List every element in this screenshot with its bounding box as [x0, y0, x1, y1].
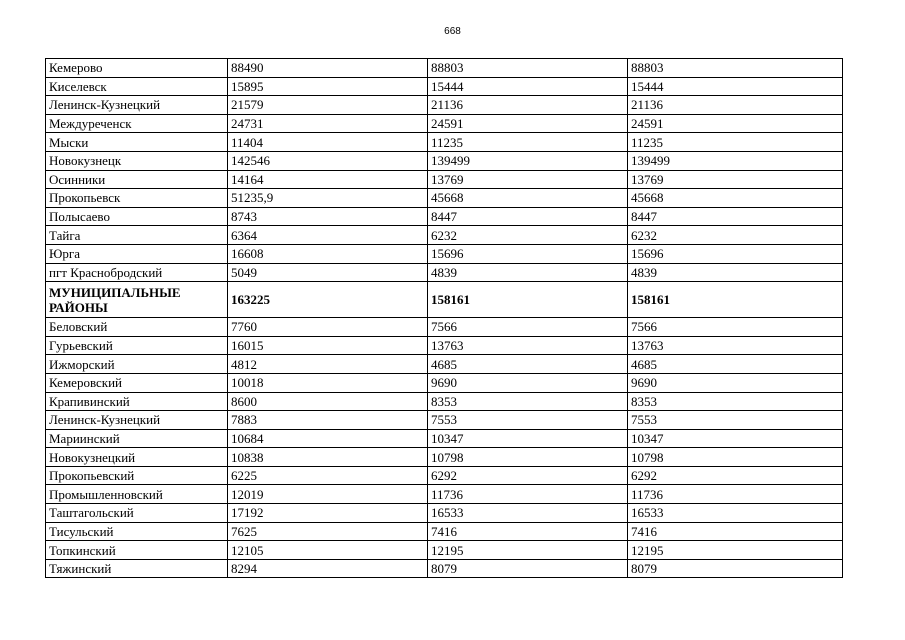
- value-cell-3: 8079: [628, 559, 843, 578]
- value-cell-3: 88803: [628, 59, 843, 78]
- row-name-cell: Ижморский: [46, 355, 228, 374]
- row-name-cell: Прокопьевский: [46, 466, 228, 485]
- value-cell-2: 9690: [428, 373, 628, 392]
- table-row: [46, 522, 843, 541]
- table-row: [46, 559, 843, 578]
- value-cell-2: 8079: [428, 559, 628, 578]
- table-row: [46, 133, 843, 152]
- value-cell-3: 45668: [628, 189, 843, 208]
- row-name-cell: Гурьевский: [46, 336, 228, 355]
- row-name-cell: МУНИЦИПАЛЬНЫЕ РАЙОНЫ: [46, 282, 228, 318]
- value-cell-3: 7416: [628, 522, 843, 541]
- row-name-cell: Междуреченск: [46, 114, 228, 133]
- value-cell-2: 13769: [428, 170, 628, 189]
- table-row: [46, 373, 843, 392]
- table-row: [46, 282, 843, 318]
- value-cell-1: 10838: [228, 448, 428, 467]
- row-name-cell: пгт Краснобродский: [46, 263, 228, 282]
- value-cell-1: 5049: [228, 263, 428, 282]
- value-cell-1: 10684: [228, 429, 428, 448]
- page-number: 668: [444, 26, 461, 37]
- table-row: [46, 504, 843, 523]
- row-name-cell: Новокузнецкий: [46, 448, 228, 467]
- row-name-cell: Мыски: [46, 133, 228, 152]
- value-cell-2: 15696: [428, 244, 628, 263]
- row-name-cell: Крапивинский: [46, 392, 228, 411]
- table-row: [46, 263, 843, 282]
- value-cell-2: 8447: [428, 207, 628, 226]
- value-cell-3: 139499: [628, 151, 843, 170]
- value-cell-1: 24731: [228, 114, 428, 133]
- table-row: [46, 429, 843, 448]
- value-cell-2: 10798: [428, 448, 628, 467]
- row-name-cell: Кемеровский: [46, 373, 228, 392]
- value-cell-1: 142546: [228, 151, 428, 170]
- row-name-cell: Кемерово: [46, 59, 228, 78]
- value-cell-3: 9690: [628, 373, 843, 392]
- value-cell-2: 139499: [428, 151, 628, 170]
- value-cell-2: 6292: [428, 466, 628, 485]
- row-name-cell: Тяжинский: [46, 559, 228, 578]
- value-cell-3: 21136: [628, 96, 843, 115]
- value-cell-1: 11404: [228, 133, 428, 152]
- value-cell-1: 7883: [228, 411, 428, 430]
- row-name-cell: Топкинский: [46, 541, 228, 560]
- value-cell-1: 12105: [228, 541, 428, 560]
- row-name-cell: Беловский: [46, 318, 228, 337]
- row-name-cell: Юрга: [46, 244, 228, 263]
- value-cell-1: 7625: [228, 522, 428, 541]
- value-cell-3: 158161: [628, 282, 843, 318]
- value-cell-2: 12195: [428, 541, 628, 560]
- value-cell-2: 88803: [428, 59, 628, 78]
- table-row: [46, 59, 843, 78]
- table-row: [46, 466, 843, 485]
- value-cell-2: 7416: [428, 522, 628, 541]
- value-cell-3: 12195: [628, 541, 843, 560]
- value-cell-1: 6225: [228, 466, 428, 485]
- table-body: [46, 59, 843, 578]
- table-row: [46, 207, 843, 226]
- value-cell-1: 8600: [228, 392, 428, 411]
- value-cell-1: 14164: [228, 170, 428, 189]
- value-cell-3: 11235: [628, 133, 843, 152]
- value-cell-1: 12019: [228, 485, 428, 504]
- table-row: [46, 318, 843, 337]
- value-cell-2: 10347: [428, 429, 628, 448]
- value-cell-1: 6364: [228, 226, 428, 245]
- row-name-cell: Тисульский: [46, 522, 228, 541]
- value-cell-1: 16015: [228, 336, 428, 355]
- value-cell-1: 17192: [228, 504, 428, 523]
- value-cell-3: 8447: [628, 207, 843, 226]
- value-cell-1: 16608: [228, 244, 428, 263]
- table-row: [46, 151, 843, 170]
- value-cell-2: 7566: [428, 318, 628, 337]
- table-row: [46, 448, 843, 467]
- table-row: [46, 541, 843, 560]
- table-row: [46, 411, 843, 430]
- value-cell-2: 6232: [428, 226, 628, 245]
- table-row: [46, 355, 843, 374]
- value-cell-2: 4839: [428, 263, 628, 282]
- value-cell-3: 7566: [628, 318, 843, 337]
- value-cell-3: 4685: [628, 355, 843, 374]
- table-row: [46, 96, 843, 115]
- value-cell-1: 21579: [228, 96, 428, 115]
- value-cell-2: 15444: [428, 77, 628, 96]
- row-name-cell: Киселевск: [46, 77, 228, 96]
- value-cell-3: 16533: [628, 504, 843, 523]
- value-cell-2: 11736: [428, 485, 628, 504]
- value-cell-2: 4685: [428, 355, 628, 374]
- value-cell-3: 15696: [628, 244, 843, 263]
- value-cell-1: 10018: [228, 373, 428, 392]
- table-row: [46, 189, 843, 208]
- table-row: [46, 170, 843, 189]
- table-row: [46, 392, 843, 411]
- row-name-cell: Ленинск-Кузнецкий: [46, 411, 228, 430]
- value-cell-3: 4839: [628, 263, 843, 282]
- value-cell-3: 15444: [628, 77, 843, 96]
- value-cell-3: 24591: [628, 114, 843, 133]
- value-cell-2: 13763: [428, 336, 628, 355]
- table-row: [46, 336, 843, 355]
- row-name-cell: Полысаево: [46, 207, 228, 226]
- value-cell-2: 158161: [428, 282, 628, 318]
- value-cell-2: 45668: [428, 189, 628, 208]
- value-cell-2: 16533: [428, 504, 628, 523]
- value-cell-2: 24591: [428, 114, 628, 133]
- table-row: [46, 114, 843, 133]
- value-cell-3: 7553: [628, 411, 843, 430]
- value-cell-1: 4812: [228, 355, 428, 374]
- value-cell-1: 7760: [228, 318, 428, 337]
- row-name-cell: Тайга: [46, 226, 228, 245]
- value-cell-3: 6232: [628, 226, 843, 245]
- value-cell-3: 6292: [628, 466, 843, 485]
- row-name-cell: Новокузнецк: [46, 151, 228, 170]
- value-cell-1: 51235,9: [228, 189, 428, 208]
- value-cell-1: 8743: [228, 207, 428, 226]
- table-row: [46, 226, 843, 245]
- value-cell-1: 15895: [228, 77, 428, 96]
- row-name-cell: Промышленновский: [46, 485, 228, 504]
- value-cell-2: 8353: [428, 392, 628, 411]
- value-cell-1: 88490: [228, 59, 428, 78]
- value-cell-1: 8294: [228, 559, 428, 578]
- row-name-cell: Мариинский: [46, 429, 228, 448]
- row-name-cell: Осинники: [46, 170, 228, 189]
- table-row: [46, 77, 843, 96]
- row-name-cell: Таштагольский: [46, 504, 228, 523]
- value-cell-3: 11736: [628, 485, 843, 504]
- value-cell-1: 163225: [228, 282, 428, 318]
- value-cell-2: 7553: [428, 411, 628, 430]
- value-cell-3: 13769: [628, 170, 843, 189]
- value-cell-3: 8353: [628, 392, 843, 411]
- value-cell-2: 11235: [428, 133, 628, 152]
- data-table: [45, 58, 843, 578]
- value-cell-3: 13763: [628, 336, 843, 355]
- value-cell-2: 21136: [428, 96, 628, 115]
- value-cell-3: 10347: [628, 429, 843, 448]
- row-name-cell: Ленинск-Кузнецкий: [46, 96, 228, 115]
- table-row: [46, 485, 843, 504]
- value-cell-3: 10798: [628, 448, 843, 467]
- table-row: [46, 244, 843, 263]
- row-name-cell: Прокопьевск: [46, 189, 228, 208]
